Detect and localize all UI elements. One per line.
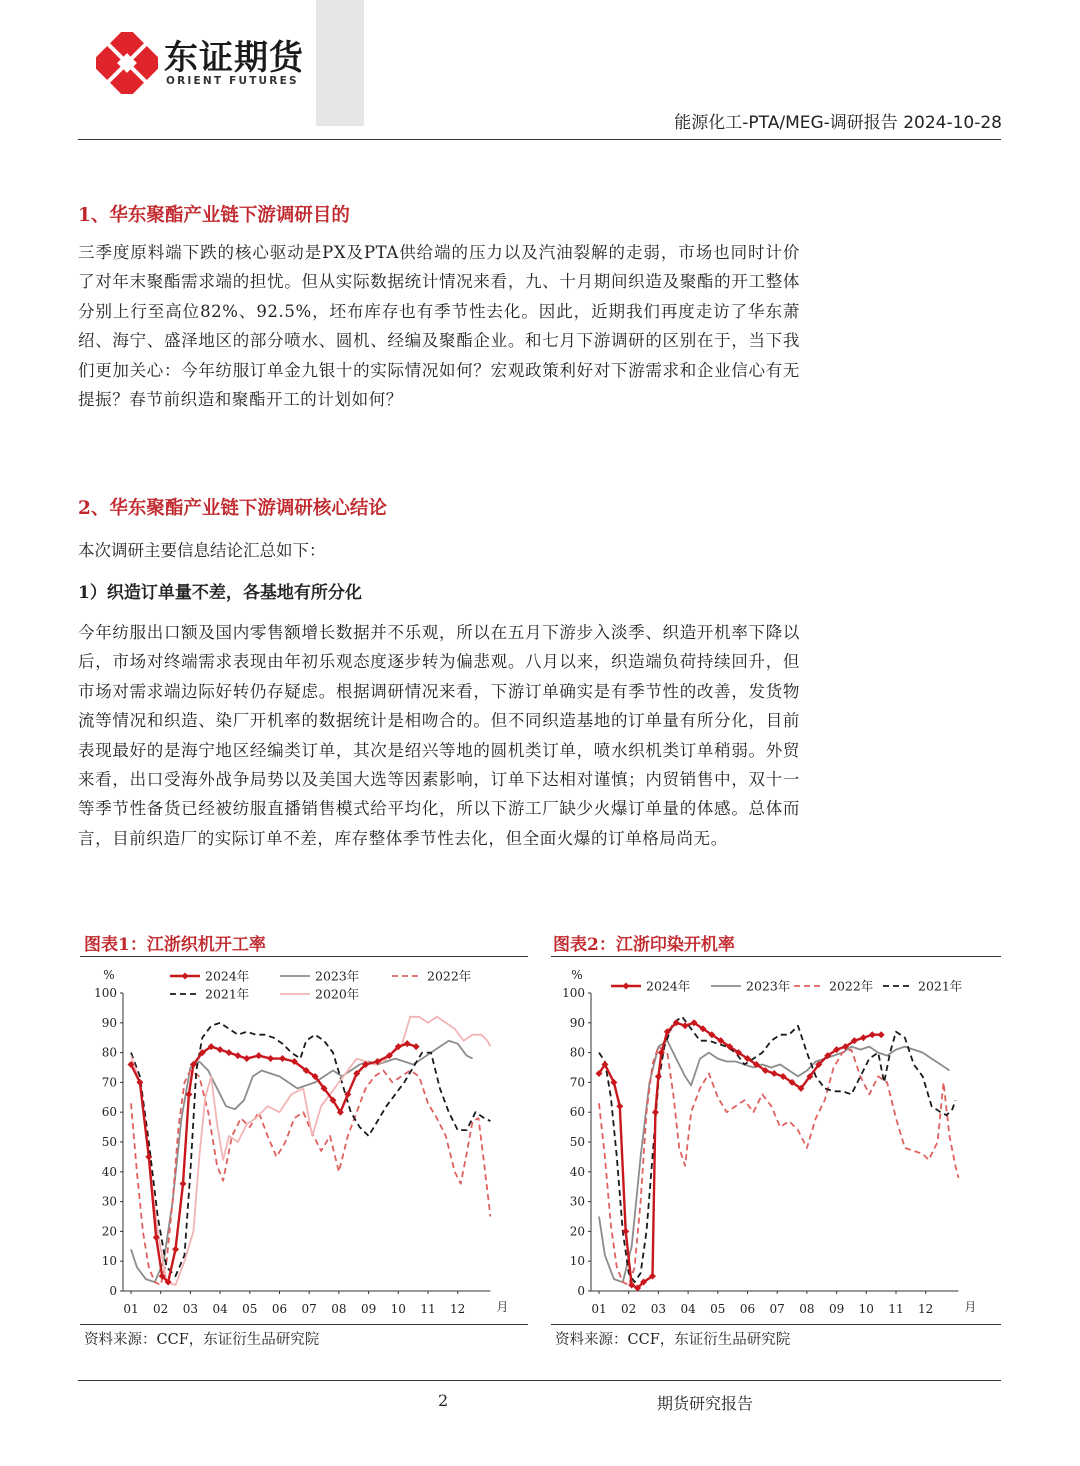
- legend-label: 2023年: [315, 968, 360, 984]
- data-point-marker: [179, 1180, 186, 1187]
- data-point-marker: [869, 1031, 876, 1038]
- section-2-intro: 本次调研主要信息结论汇总如下：: [78, 541, 326, 560]
- y-tick-label: 50: [101, 1135, 117, 1149]
- x-tick-label: 07: [769, 1302, 785, 1316]
- legend-label: 2021年: [918, 978, 963, 994]
- data-point-marker: [234, 1052, 241, 1059]
- y-tick-label: 30: [101, 1194, 117, 1209]
- section-1-paragraph: 三季度原料端下跌的核心驱动是PX及PTA供给端的压力以及汽油裂解的走弱，市场也同时计价了对年末聚酯需求端的担忧。但从实际数据统计情况来看，九、十月期间织造及聚酯的开工整体分别上行至高位82%、92.5%，坯布库存也有季节性去化。因此，近期我们再度走访了华东萧绍、海宁、盛泽地区的部分喷水、圆机、经编及聚酯企业。和七月下游调研的区别在于，当下我们更加关心：今年纺服订单金九银十的实际情况如何？宏观政策利好对下游需求和企业信心有无提振？春节前织造和聚酯开工的计划如何？: [78, 243, 800, 410]
- figure-2-top-rule: [551, 956, 1001, 957]
- figure-2-bottom-rule: [551, 1324, 1001, 1325]
- y-tick-label: 10: [101, 1254, 117, 1269]
- data-point-marker: [652, 1109, 659, 1116]
- orient-futures-logo-icon: [96, 32, 158, 94]
- y-tick-label: 80: [101, 1045, 117, 1060]
- figure-2-title: 图表2：江浙印染开机率: [553, 935, 735, 955]
- section-2-title: 2、华东聚酯产业链下游调研核心结论: [78, 498, 387, 519]
- x-tick-label: 09: [828, 1302, 845, 1316]
- brand-name-cn: 东证期货: [164, 38, 304, 78]
- x-tick-label: 11: [888, 1302, 904, 1316]
- x-tick-label: 04: [680, 1302, 696, 1316]
- data-point-marker: [771, 1070, 778, 1077]
- y-tick-label: 100: [94, 986, 117, 1000]
- x-tick-label: 05: [710, 1302, 726, 1316]
- y-tick-label: 60: [569, 1105, 585, 1120]
- figure-1-title: 图表1：江浙织机开工率: [84, 935, 266, 955]
- brand-logo: [96, 28, 316, 100]
- series-line-2023年: [131, 1041, 473, 1282]
- legend-label: 2022年: [829, 978, 874, 994]
- data-point-marker: [413, 1043, 420, 1050]
- legend-label: 2024年: [205, 968, 250, 984]
- legend-item: [794, 979, 873, 994]
- section-1-title: 1、华东聚酯产业链下游调研目的: [78, 205, 350, 226]
- legend-marker: [623, 983, 630, 990]
- x-tick-label: 07: [301, 1302, 317, 1316]
- legend-item: [280, 987, 359, 1002]
- x-tick-label: 05: [242, 1302, 258, 1316]
- legend-item: [611, 979, 690, 994]
- data-point-marker: [145, 1153, 152, 1160]
- legend-label: 2022年: [427, 968, 472, 984]
- legend-label: 2024年: [646, 978, 691, 994]
- legend-label: 2021年: [205, 986, 250, 1002]
- y-tick-label: 40: [101, 1164, 117, 1179]
- figure-1-source: 资料来源：CCF，东证衍生品研究院: [84, 1332, 320, 1348]
- data-point-marker: [172, 1246, 179, 1253]
- brand-name-en: ORIENT FUTURES: [166, 75, 299, 87]
- y-tick-label: 90: [101, 1015, 117, 1030]
- x-tick-label: 03: [650, 1302, 667, 1316]
- y-tick-label: 90: [569, 1015, 585, 1030]
- legend-label: 2020年: [315, 986, 360, 1002]
- legend-item: [170, 987, 249, 1002]
- x-tick-label: 02: [153, 1302, 169, 1316]
- subsection-1-title: 1）织造订单量不差，各基地有所分化: [78, 583, 362, 603]
- figure-1-bottom-rule: [80, 1324, 528, 1325]
- legend-item: [170, 969, 249, 984]
- legend-item: [711, 979, 790, 994]
- x-tick-label: 01: [123, 1302, 139, 1316]
- y-tick-label: 70: [569, 1075, 585, 1090]
- legend-label: 2023年: [746, 978, 791, 994]
- legend-item: [883, 979, 962, 994]
- y-tick-label: 100: [562, 986, 585, 1000]
- y-tick-label: 30: [569, 1194, 585, 1209]
- figure-1-top-rule: [80, 956, 528, 957]
- x-tick-label: 12: [450, 1302, 466, 1316]
- x-tick-label: 02: [621, 1302, 637, 1316]
- x-tick-label: 08: [799, 1302, 815, 1316]
- report-tag: 能源化工-PTA/MEG-调研报告 2024-10-28: [674, 113, 1002, 133]
- data-point-marker: [878, 1031, 885, 1038]
- x-axis-unit: 月: [964, 1300, 977, 1314]
- x-tick-label: 01: [591, 1302, 607, 1316]
- y-tick-label: 20: [101, 1224, 117, 1239]
- y-tick-label: 20: [569, 1224, 585, 1239]
- legend-marker: [182, 973, 189, 980]
- x-tick-label: 06: [271, 1302, 288, 1316]
- header-grey-tab: [316, 0, 364, 126]
- data-point-marker: [267, 1055, 274, 1062]
- y-tick-label: 70: [101, 1075, 117, 1090]
- data-point-marker: [655, 1073, 662, 1080]
- series-line-2024年: [131, 1044, 416, 1282]
- data-point-marker: [243, 1055, 250, 1062]
- loom-operating-rate-chart: [80, 960, 528, 1322]
- x-tick-label: 10: [858, 1302, 874, 1316]
- x-tick-label: 08: [331, 1302, 347, 1316]
- y-axis-unit: %: [103, 968, 115, 982]
- x-tick-label: 04: [212, 1302, 228, 1316]
- subsection-1-paragraph: 今年纺服出口额及国内零售额增长数据并不乐观，所以在五月下游步入淡季、织造开机率下降以后，市场对终端需求表现由年初乐观态度逐步转为偏悲观。八月以来，织造端负荷持续回升，但市场对需求端边际好转仍存疑虑。根据调研情况来看，下游订单确实是有季节性的改善，发货物流等情况和织造、染厂开机率的数据统计是相吻合的。但不同织造基地的订单量有所分化，目前表现最好的是海宁地区经编类订单，其次是绍兴等地的圆机类订单，喷水织机类订单稍弱。外贸来看，出口受海外战争局势以及美国大选等因素影响，订单下达相对谨慎；内贸销售中，双十一等季节性备货已经被纺服直播销售模式给平均化，所以下游工厂缺少火爆订单量的体感。总体而言，目前织造厂的实际订单不差，库存整体季节性去化，但全面火爆的订单格局尚无。: [78, 623, 800, 848]
- y-tick-label: 60: [101, 1105, 117, 1120]
- data-point-marker: [682, 1022, 689, 1029]
- y-tick-label: 80: [569, 1045, 585, 1060]
- y-tick-label: 50: [569, 1135, 585, 1149]
- y-tick-label: 40: [569, 1164, 585, 1179]
- x-tick-label: 10: [390, 1302, 406, 1316]
- y-tick-label: 0: [577, 1284, 585, 1298]
- y-tick-label: 10: [569, 1254, 585, 1269]
- x-tick-label: 09: [360, 1302, 377, 1316]
- footer-rule: [78, 1380, 1001, 1381]
- figure-2-source: 资料来源：CCF，东证衍生品研究院: [555, 1332, 791, 1348]
- data-point-marker: [860, 1034, 867, 1041]
- y-axis-unit: %: [571, 968, 583, 982]
- data-point-marker: [217, 1046, 224, 1053]
- header-rule: [78, 139, 1001, 140]
- x-tick-label: 12: [918, 1302, 934, 1316]
- footer-label: 期货研究报告: [657, 1394, 754, 1413]
- data-point-marker: [404, 1040, 411, 1047]
- data-point-marker: [616, 1103, 623, 1110]
- y-tick-label: 0: [109, 1284, 117, 1298]
- x-tick-label: 11: [420, 1302, 436, 1316]
- dyeing-operating-rate-chart: [551, 960, 1001, 1322]
- data-point-marker: [226, 1049, 233, 1056]
- legend-item: [392, 969, 471, 984]
- data-point-marker: [255, 1052, 262, 1059]
- x-tick-label: 06: [739, 1302, 756, 1316]
- x-axis-unit: 月: [496, 1300, 509, 1314]
- legend-item: [280, 969, 359, 984]
- page-number: 2: [438, 1391, 449, 1410]
- data-point-marker: [279, 1055, 286, 1062]
- x-tick-label: 03: [182, 1302, 199, 1316]
